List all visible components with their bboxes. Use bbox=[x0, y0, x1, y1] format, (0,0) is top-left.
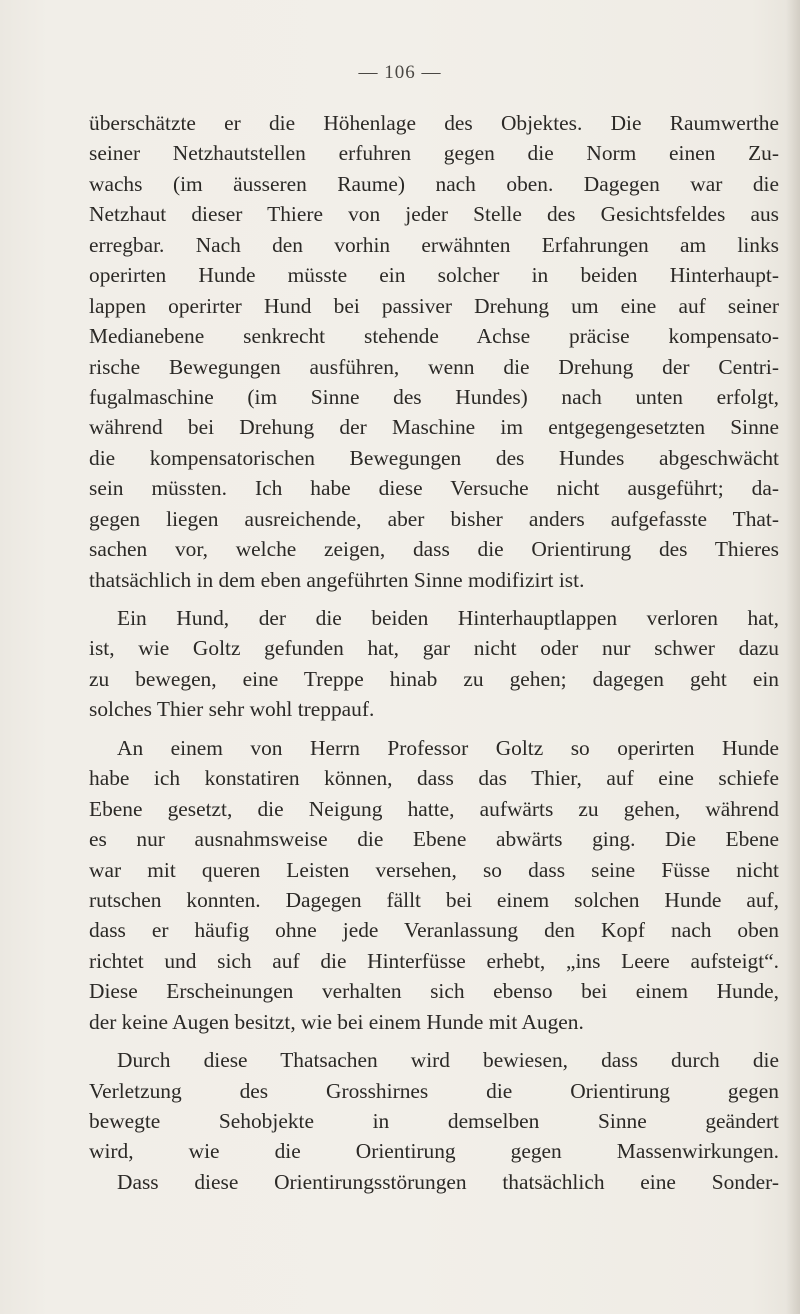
page-number: — 106 — bbox=[358, 62, 442, 83]
text-line: lappen operirter Hund bei passiver Drehung um eine auf seiner bbox=[89, 293, 779, 318]
paragraph-1 bbox=[89, 108, 779, 595]
text-line: wachs (im äusseren Raume) nach oben. Dagegen war die bbox=[89, 171, 779, 196]
text-line: war mit queren Leisten versehen, so dass seine Füsse nicht bbox=[89, 857, 779, 882]
text-line: habe ich konstatiren können, dass das Thier, auf eine schiefe bbox=[89, 766, 779, 791]
text-line: Diese Erscheinungen verhalten sich ebenso bei einem Hunde, bbox=[89, 979, 779, 1004]
text-line: ist, wie Goltz gefunden hat, gar nicht oder nur schwer dazu bbox=[89, 636, 779, 661]
text-line: Verletzung des Grosshirnes die Orientirung gegen bbox=[89, 1078, 779, 1103]
paragraph-2 bbox=[89, 603, 779, 725]
text-line: Medianebene senkrecht stehende Achse präcise kompensato- bbox=[89, 324, 779, 349]
text-line: Netzhaut dieser Thiere von jeder Stelle des Gesichtsfeldes aus bbox=[89, 202, 779, 227]
text-line: bewegte Sehobjekte in demselben Sinne geändert bbox=[89, 1109, 779, 1133]
text-line: rische Bewegungen ausführen, wenn die Drehung der Centri- bbox=[89, 354, 779, 379]
text-line: operirten Hunde müsste ein solcher in beiden Hinterhaupt- bbox=[89, 263, 779, 288]
text-line: während bei Drehung der Maschine im entgegengesetzten Sinne bbox=[89, 415, 779, 440]
text-line: überschätzte er die Höhenlage des Objektes. Die Raumwerthe bbox=[89, 111, 779, 135]
text-line: An einem von Herrn Professor Goltz so operirten Hunde bbox=[117, 735, 779, 760]
text-line: Ein Hund, der die beiden Hinterhauptlappen verloren hat, bbox=[117, 606, 779, 630]
text-line: seiner Netzhautstellen erfuhren gegen die Norm einen Zu- bbox=[89, 141, 779, 166]
text-line: die kompensatorischen Bewegungen des Hundes abgeschwächt bbox=[89, 445, 779, 470]
page-edge-shadow bbox=[786, 0, 800, 1314]
text-line: es nur ausnahmsweise die Ebene abwärts ging. Die Ebene bbox=[89, 827, 779, 852]
text-line: zu bewegen, eine Treppe hinab zu gehen; dagegen geht ein bbox=[89, 666, 779, 691]
text-line: solches Thier sehr wohl treppauf. bbox=[89, 697, 375, 722]
text-line: Dass diese Orientirungsstörungen thatsächlich eine Sonder- bbox=[117, 1169, 779, 1194]
paragraph-4 bbox=[89, 1045, 779, 1197]
text-line: gegen liegen ausreichende, aber bisher anders aufgefasste That- bbox=[89, 506, 779, 531]
paragraph-3 bbox=[89, 733, 779, 1037]
text-line: der keine Augen besitzt, wie bei einem Hunde mit Augen. bbox=[89, 1009, 584, 1034]
text-line: sein müssten. Ich habe diese Versuche nicht ausgeführt; da- bbox=[89, 476, 779, 501]
text-line: thatsächlich in dem eben angeführten Sinne modifizirt ist. bbox=[89, 567, 585, 592]
paragraph-gap bbox=[89, 595, 779, 603]
body-text bbox=[89, 108, 779, 1197]
text-line: fugalmaschine (im Sinne des Hundes) nach unten erfolgt, bbox=[89, 384, 779, 409]
text-line: erregbar. Nach den vorhin erwähnten Erfahrungen am links bbox=[89, 232, 779, 257]
text-line: Ebene gesetzt, die Neigung hatte, aufwärts zu gehen, während bbox=[89, 796, 779, 821]
text-line: dass er häufig ohne jede Veranlassung den Kopf nach oben bbox=[89, 918, 779, 943]
paragraph-gap bbox=[89, 1037, 779, 1045]
text-line: richtet und sich auf die Hinterfüsse erhebt, „ins Leere aufsteigt“. bbox=[89, 948, 779, 973]
text-line: Durch diese Thatsachen wird bewiesen, dass durch die bbox=[117, 1048, 779, 1073]
text-line: wird, wie die Orientirung gegen Massenwirkungen. bbox=[89, 1139, 779, 1164]
paragraph-gap bbox=[89, 725, 779, 733]
text-line: rutschen konnten. Dagegen fällt bei einem solchen Hunde auf, bbox=[89, 887, 779, 912]
text-line: sachen vor, welche zeigen, dass die Orientirung des Thieres bbox=[89, 537, 779, 562]
